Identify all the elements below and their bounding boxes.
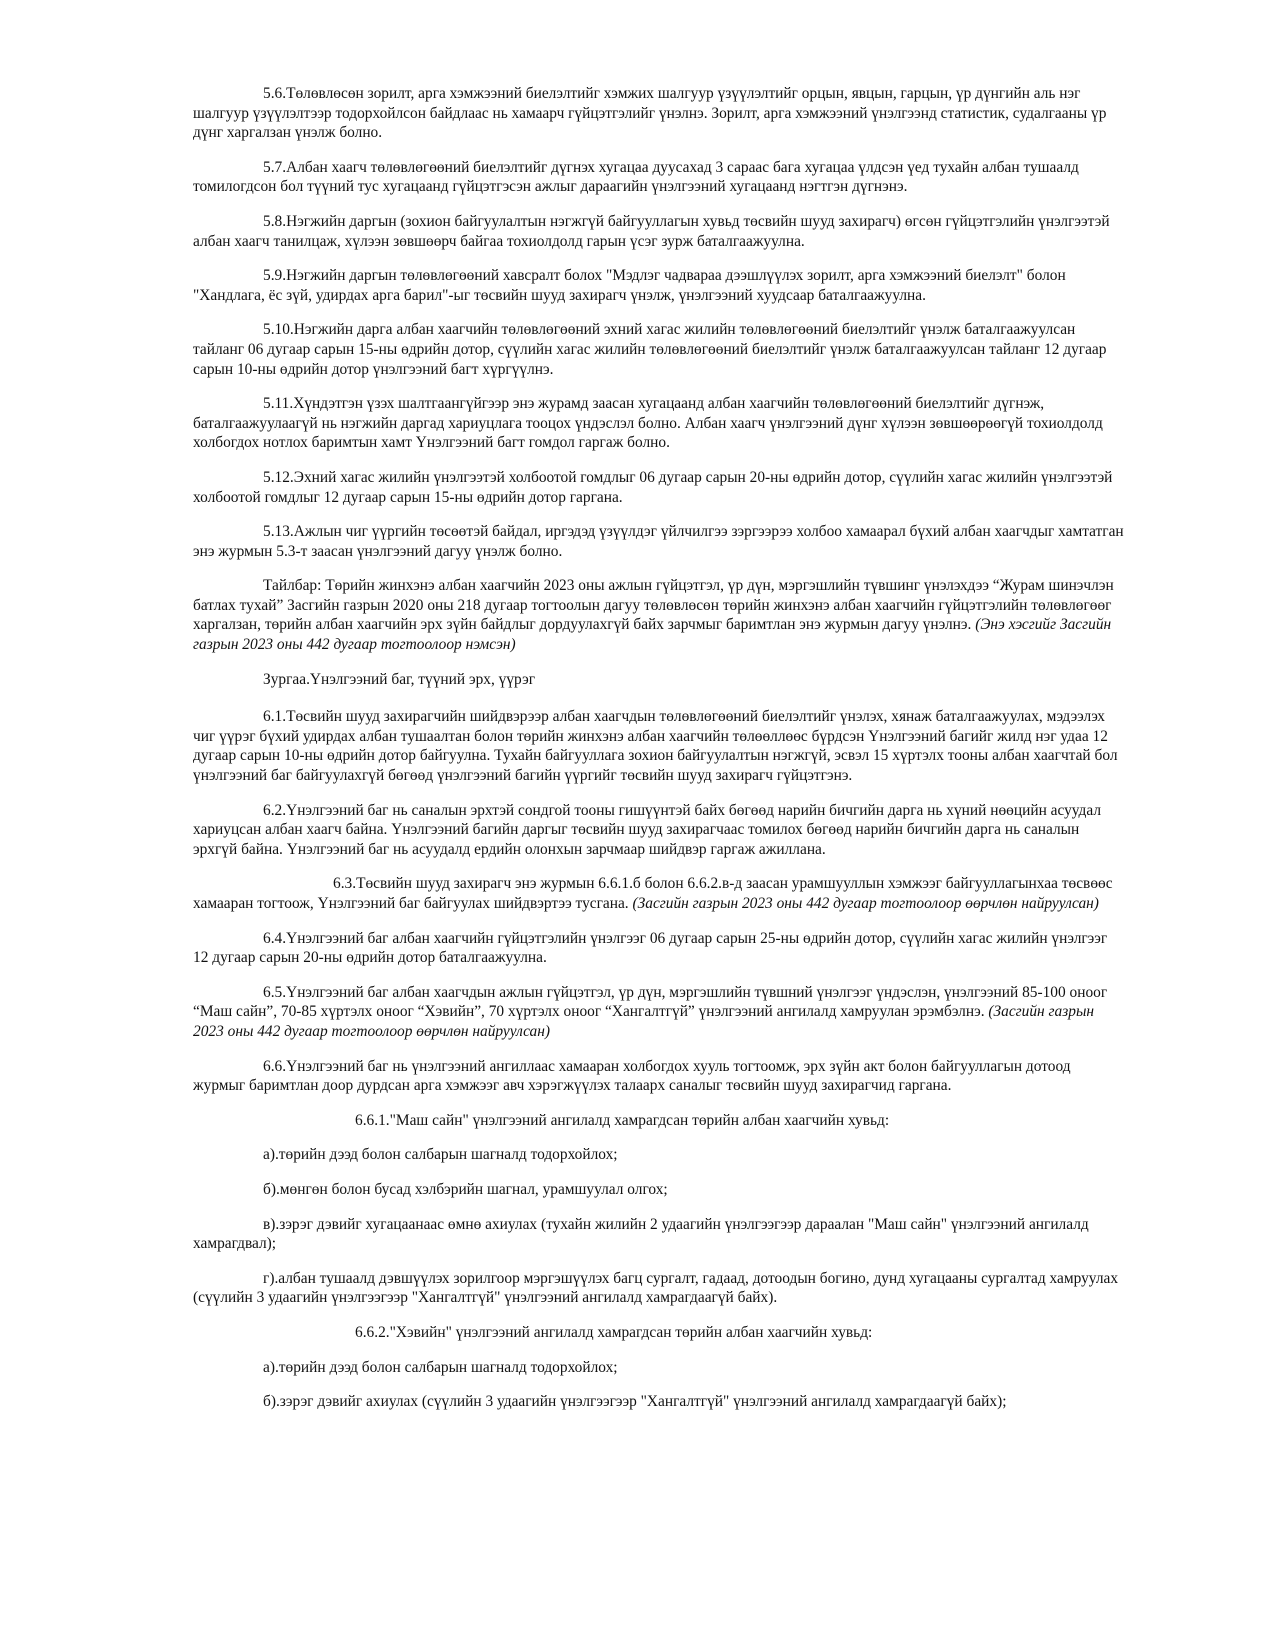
list-item-a: а).төрийн дээд болон салбарын шагналд тодорхойлох;	[263, 1146, 618, 1164]
paragraph-5-12: 5.12.Эхний хагас жилийн үнэлгээтэй холбоотой гомдлыг 06 дугаар сарын 20-ны өдрийн дотор, сүүлийн хагас жилийн үнэлгээтэй холбоотой гомдлыг 12 дугаар сарын 15-ны өдрийн дотор гаргана.	[193, 468, 1113, 506]
paragraph-6-6-2: 6.6.2."Хэвийн" үнэлгээний ангилалд хамрагдсан төрийн албан хаагчийн хувьд:	[355, 1323, 873, 1341]
list-item-b-2: б).зэрэг дэвийг ахиулах (сүүлийн 3 удаагийн үнэлгээгээр "Хангалтгүй" үнэлгээний ангилалд хамрагдаагүй байх);	[263, 1393, 1007, 1411]
paragraph-6-4: 6.4.Үнэлгээний баг албан хаагчийн гүйцэтгэлийн үнэлгээг 06 дугаар сарын 25-ны өдрийн дотор, сүүлийн хагас жилийн үнэлгээг 12 дугаар сарын 20-ны өдрийн дотор баталгаажуулна.	[193, 929, 1108, 967]
paragraph-6-6-1: 6.6.1."Маш сайн" үнэлгээний ангилалд хамрагдсан төрийн албан хаагчийн хувьд:	[355, 1111, 890, 1129]
paragraph-5-7: 5.7.Албан хаагч төлөвлөгөөний биелэлтийг дүгнэх хугацаа дуусахад 3 сараас бага хугацаа үлдсэн үед тухайн албан тушаалд томилогдсон бол түүний тус хугацаанд гүйцэтгэсэн ажлыг дараагийн үнэлгээний хугацаанд нэгтгэн дүгнэнэ.	[193, 158, 1079, 196]
paragraph-5-8: 5.8.Нэгжийн даргын (зохион байгуулалтын нэгжгүй байгууллагын хувьд төсвийн шууд захирагч) өгсөн гүйцэтгэлийн үнэлгээтэй албан хаагч танилцаж, хүлээн зөвшөөрч байгаа тохиолдолд гарын үсэг зурж баталгаажуулна.	[193, 212, 1110, 250]
paragraph-note	[193, 576, 1125, 654]
paragraph-5-6: 5.6.Төлөвлөсөн зорилт, арга хэмжээний биелэлтийг хэмжих шалгуур үзүүлэлтийг орцын, явцын, гарцын, үр дүнгийн аль нэг шалгуур үзүүлэлтээр тодорхойлсон байдлаас нь хамаарч гүйцэтгэлийг үнэлнэ. Зорилт, арга хэмжээний үнэлгээнд статистик, судалгааны үр дүнг харгалзан үнэлж болно.	[193, 85, 1107, 142]
paragraph-5-11: 5.11.Хүндэтгэн үзэх шалтгаангүйгээр энэ журамд заасан хугацаанд албан хаагчийн төлөвлөгөөний биелэлтийг дүгнэж, баталгаажуулаагүй нь нэгжийн даргад хариуцлага тооцох үндэслэл болно. Албан хаагч үнэлгээний дүнг хүлээн зөвшөөрөөгүй тохиолдолд холбогдох нотлох баримтын хамт Үнэлгээний багт гомдол гаргаж болно.	[193, 395, 1103, 452]
paragraph-6-3	[193, 874, 1125, 913]
list-item-v: в).зэрэг дэвийг хугацаанаас өмнө ахиулах (тухайн жилийн 2 удаагийн үнэлгээгээр дараалан "Маш сайн" үнэлгээний ангилалд хамрагдвал);	[193, 1215, 1089, 1253]
amendment-note: (Энэ хэсгийг Засгийн газрын 2023 оны 442 дугаар тогтоолоор нэмсэн)	[193, 616, 1112, 654]
document-page	[193, 84, 1125, 1427]
note-text: Тайлбар: Төрийн жинхэнэ албан хаагчийн 2023 оны ажлын гүйцэтгэл, үр дүн, мэргэшлийн түвшинг үнэлэхдээ “Журам шинэчлэн батлах тухай” Засгийн газрын 2020 оны 218 дугаар тогтоолын дагуу төлөвлөсөн төрийн жинхэнэ албан хаагчийн гүйцэтгэлийн төлөвлөгөөг харгалзан, төрийн албан хаагчийн эрх зүйн байдлыг дордуулахгүй байх зарчмыг баримтлан энэ журмын дагуу үнэлнэ.	[193, 577, 1114, 634]
section-heading-six: Зургаа.Үнэлгээний баг, түүний эрх, үүрэг	[263, 670, 536, 688]
paragraph-6-5	[193, 983, 1125, 1042]
paragraph-6-2: 6.2.Үнэлгээний баг нь саналын эрхтэй сондгой тооны гишүүнтэй байх бөгөөд нарийн бичгийн дарга нь хүний нөөцийн асуудал хариуцсан албан хаагч байна. Үнэлгээний багийн даргыг төсвийн шууд захирагчаас томилох бөгөөд нарийн бичгийн дарга нь саналын эрхгүй байна. Үнэлгээний баг нь асуудалд ердийн олонхын зарчмаар шийдвэр гаргаж ажиллана.	[193, 801, 1102, 858]
list-item-b: б).мөнгөн болон бусад хэлбэрийн шагнал, урамшуулал олгох;	[263, 1180, 668, 1198]
paragraph-5-10: 5.10.Нэгжийн дарга албан хаагчийн төлөвлөгөөний эхний хагас жилийн төлөвлөгөөний биелэлтийг үнэлж баталгаажуулсан тайланг 06 дугаар сарын 15-ны өдрийн дотор, сүүлийн хагас жилийн төлөвлөгөөний биелэлтийг үнэлж баталгаажуулсан тайланг 12 дугаар сарын 10-ны өдрийн дотор үнэлгээний багт хүргүүлнэ.	[193, 321, 1107, 378]
paragraph-6-1: 6.1.Төсвийн шууд захирагчийн шийдвэрээр албан хаагчдын төлөвлөгөөний биелэлтийг үнэлэх, хянаж баталгаажуулах, мэдээлэх чиг үүрэг бүхий удирдах албан тушаалтан болон төрийн жинхэнэ албан хаагчийн төлөөллөөс бүрдсэн Үнэлгээний багийг жилд нэг удаа 12 дугаар сарын 10-ны өдрийн дотор байгуулна. Тухайн байгууллага зохион байгуулалтын нэгжгүй, эсвэл 15 хүртэлх тооны албан хаагчтай бол үнэлгээний баг байгуулахгүй бөгөөд үнэлгээний багийн үүргийг төсвийн шууд захирагч гүйцэтгэнэ.	[193, 708, 1118, 785]
list-item-g: г).албан тушаалд дэвшүүлэх зорилгоор мэргэшүүлэх багц сургалт, гадаад, дотоодын богино, дунд хугацааны сургалтад хамруулах (сүүлийн 3 удаагийн үнэлгээгээр "Хангалтгүй" үнэлгээний ангилалд хамрагдаагүй байх).	[193, 1269, 1119, 1307]
paragraph-6-6: 6.6.Үнэлгээний баг нь үнэлгээний ангиллаас хамааран холбогдох хууль тогтоомж, эрх зүйн акт болон байгууллагын дотоод журмыг баримтлан доор дурдсан арга хэмжээг авч хэрэгжүүлэх талаарх саналыг төсвийн шууд захирагчид гаргана.	[193, 1057, 1071, 1095]
paragraph-6-5-text: 6.5.Үнэлгээний баг албан хаагчдын ажлын гүйцэтгэл, үр дүн, мэргэшлийн түвшний үнэлгээг үндэслэн, үнэлгээний 85-100 оноог “Маш сайн”, 70-85 хүртэлх оноог “Хэвийн”, 70 хүртэлх оноог “Хангалтгүй” үнэлгээний ангилалд хамруулан эрэмбэлнэ.	[193, 983, 1108, 1021]
paragraph-6-3-text: 6.3.Төсвийн шууд захирагч энэ журмын 6.6.1.б болон 6.6.2.в-д заасан урамшууллын хэмжээг байгууллагынхаа төсвөөс хамааран тогтоож, Үнэлгээний баг байгуулах шийдвэртээ тусгана.	[193, 875, 1113, 912]
amendment-note: (Засгийн газрын 2023 оны 442 дугаар тогтоолоор өөрчлөн найруулсан)	[193, 1003, 1094, 1040]
list-item-a-2: а).төрийн дээд болон салбарын шагналд тодорхойлох;	[263, 1358, 618, 1376]
amendment-note: (Засгийн газрын 2023 оны 442 дугаар тогтоолоор өөрчлөн найруулсан)	[632, 895, 1099, 912]
paragraph-5-13: 5.13.Ажлын чиг үүргийн төсөөтэй байдал, иргэдэд үзүүлдэг үйлчилгээ зэргээрээ холбоо хамаарал бүхий албан хаагчдыг хамтатган энэ журмын 5.3-т заасан үнэлгээний дагуу үнэлж болно.	[193, 523, 1124, 560]
paragraph-5-9: 5.9.Нэгжийн даргын төлөвлөгөөний хавсралт болох "Мэдлэг чадвараа дээшлүүлэх зорилт, арга хэмжээний биелэлт" болон "Хандлага, ёс зүй, удирдах арга барил"-ыг төсвийн шууд захирагч үнэлж, үнэлгээний хуудсаар баталгаажуулна.	[193, 267, 1066, 304]
